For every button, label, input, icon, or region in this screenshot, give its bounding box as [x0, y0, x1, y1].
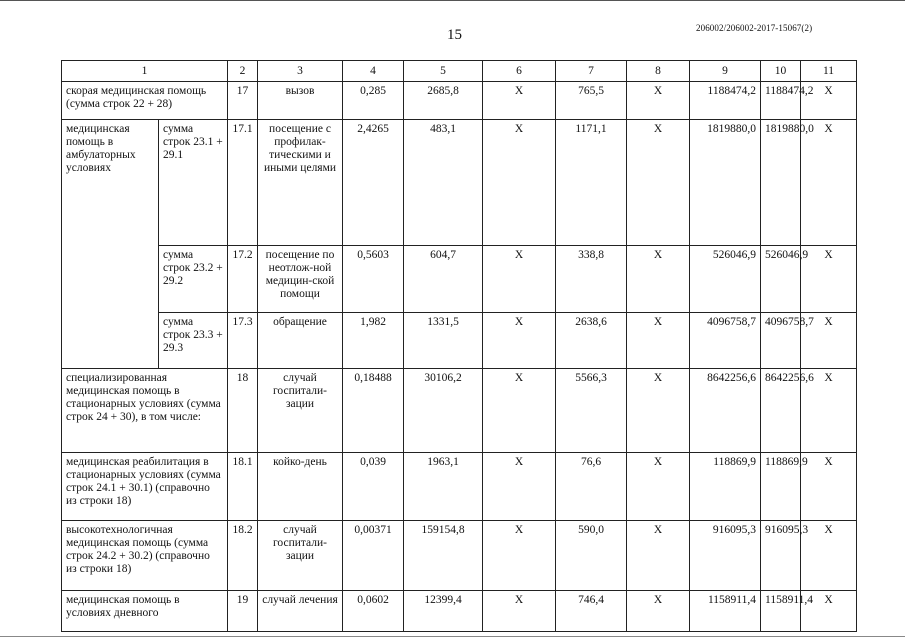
row-label: высокотехнологичная медицинская помощь (сумма строк 24.2 + 30.2) (справочно из строки 18) [62, 521, 228, 591]
unit-cell: случай госпитали-зации [258, 521, 343, 591]
value-cell: X [627, 521, 690, 591]
header-cell: 5 [404, 61, 483, 82]
value-cell: X [627, 369, 690, 453]
row-number: 18.1 [228, 453, 258, 521]
value-cell: 0,00371 [343, 521, 404, 591]
value-cell: X [627, 591, 690, 632]
value-cell: X [801, 453, 857, 521]
header-cell: 8 [627, 61, 690, 82]
value-cell: X [801, 120, 857, 246]
value-cell: 1819880,0 [690, 120, 761, 246]
value-cell: 916095,3 [690, 521, 761, 591]
table-row [62, 453, 857, 521]
top-border-line [0, 0, 905, 1]
value-cell: 2,4265 [343, 120, 404, 246]
value-cell: 4096758,7 [761, 313, 801, 369]
value-cell: 916095,3 [761, 521, 801, 591]
header-cell: 3 [258, 61, 343, 82]
value-cell: 526046,9 [761, 246, 801, 313]
row-label: медицинская помощь в амбулаторных условиях [62, 120, 159, 369]
unit-cell: обращение [258, 313, 343, 369]
header-row [62, 61, 857, 82]
table-row [62, 313, 857, 369]
unit-cell: случай госпитали-зации [258, 369, 343, 453]
value-cell: X [801, 313, 857, 369]
data-table [61, 60, 857, 632]
value-cell: 590,0 [556, 521, 627, 591]
value-cell: 1188474,2 [761, 82, 801, 120]
header-cell: 4 [343, 61, 404, 82]
value-cell: 2685,8 [404, 82, 483, 120]
value-cell: X [483, 521, 556, 591]
row-number: 18.2 [228, 521, 258, 591]
header-cell: 11 [801, 61, 857, 82]
unit-cell: койко-день [258, 453, 343, 521]
value-cell: X [483, 591, 556, 632]
value-cell: 8642256,6 [761, 369, 801, 453]
value-cell: 118869,9 [690, 453, 761, 521]
value-cell: 30106,2 [404, 369, 483, 453]
page-number: 15 [447, 27, 462, 43]
value-cell: X [483, 82, 556, 120]
value-cell: 526046,9 [690, 246, 761, 313]
value-cell: X [801, 369, 857, 453]
row-sublabel: сумма строк 23.1 + 29.1 [159, 120, 228, 246]
value-cell: 338,8 [556, 246, 627, 313]
value-cell: X [801, 246, 857, 313]
table-row [62, 521, 857, 591]
value-cell: 1819880,0 [761, 120, 801, 246]
value-cell: 8642256,6 [690, 369, 761, 453]
value-cell: 0,0602 [343, 591, 404, 632]
value-cell: 1963,1 [404, 453, 483, 521]
row-number: 17.3 [228, 313, 258, 369]
value-cell: 5566,3 [556, 369, 627, 453]
row-number: 18 [228, 369, 258, 453]
value-cell: 159154,8 [404, 521, 483, 591]
row-number: 17 [228, 82, 258, 120]
unit-cell: случай лечения [258, 591, 343, 632]
row-number: 17.2 [228, 246, 258, 313]
value-cell: 746,4 [556, 591, 627, 632]
value-cell: 1158911,4 [690, 591, 761, 632]
value-cell: 76,6 [556, 453, 627, 521]
value-cell: 0,18488 [343, 369, 404, 453]
table-row [62, 369, 857, 453]
document-id: 206002/206002-2017-15067(2) [696, 23, 813, 33]
header-cell: 9 [690, 61, 761, 82]
value-cell: X [483, 369, 556, 453]
unit-cell: посещение с профилак-тическими и иными целями [258, 120, 343, 246]
bottom-border-line [0, 636, 905, 637]
header-cell: 7 [556, 61, 627, 82]
value-cell: 2638,6 [556, 313, 627, 369]
row-label: медицинская реабилитация в стационарных условиях (сумма строк 24.1 + 30.1) (справочно из строки 18) [62, 453, 228, 521]
table-row [62, 591, 857, 632]
value-cell: X [801, 591, 857, 632]
value-cell: 0,039 [343, 453, 404, 521]
value-cell: X [627, 453, 690, 521]
value-cell: X [483, 120, 556, 246]
value-cell: 4096758,7 [690, 313, 761, 369]
unit-cell: посещение по неотлож-ной медицин-ской помощи [258, 246, 343, 313]
value-cell: X [483, 246, 556, 313]
value-cell: X [627, 120, 690, 246]
value-cell: 1171,1 [556, 120, 627, 246]
value-cell: 483,1 [404, 120, 483, 246]
value-cell: 0,5603 [343, 246, 404, 313]
table-row [62, 120, 857, 246]
value-cell: 0,285 [343, 82, 404, 120]
value-cell: 1331,5 [404, 313, 483, 369]
value-cell: X [483, 453, 556, 521]
row-label: скорая медицинская помощь (сумма строк 22 + 28) [62, 82, 228, 120]
row-label: специализированная медицинская помощь в стационарных условиях (сумма строк 24 + 30), в том числе: [62, 369, 228, 453]
value-cell: X [801, 521, 857, 591]
row-label: медицинская помощь в условиях дневного [62, 591, 228, 632]
row-number: 17.1 [228, 120, 258, 246]
unit-cell: вызов [258, 82, 343, 120]
value-cell: 1188474,2 [690, 82, 761, 120]
value-cell: 118869,9 [761, 453, 801, 521]
value-cell: X [627, 82, 690, 120]
value-cell: 12399,4 [404, 591, 483, 632]
value-cell: 765,5 [556, 82, 627, 120]
value-cell: 604,7 [404, 246, 483, 313]
value-cell: X [627, 246, 690, 313]
value-cell: X [801, 82, 857, 120]
header-cell: 6 [483, 61, 556, 82]
value-cell: X [627, 313, 690, 369]
row-sublabel: сумма строк 23.3 + 29.3 [159, 313, 228, 369]
table-row [62, 246, 857, 313]
header-cell: 10 [761, 61, 801, 82]
value-cell: 1,982 [343, 313, 404, 369]
header-cell: 1 [62, 61, 228, 82]
row-number: 19 [228, 591, 258, 632]
row-sublabel: сумма строк 23.2 + 29.2 [159, 246, 228, 313]
value-cell: 1158911,4 [761, 591, 801, 632]
value-cell: X [483, 313, 556, 369]
header-cell: 2 [228, 61, 258, 82]
table-row [62, 82, 857, 120]
